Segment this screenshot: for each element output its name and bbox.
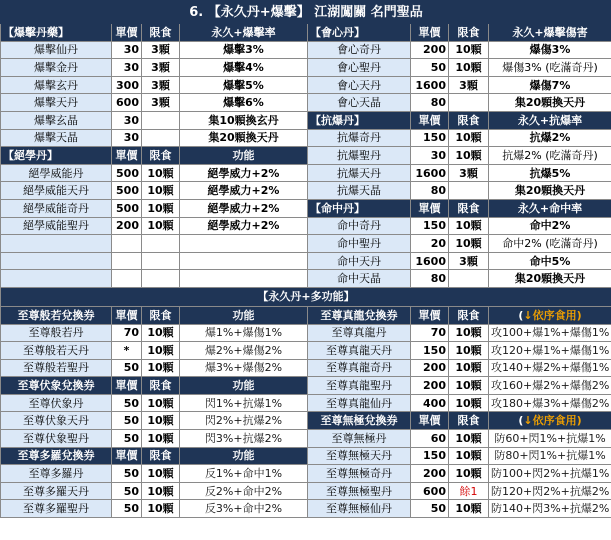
page-title: 6. 【永久丹+爆擊】 江湖闖關 名門聖品 <box>1 1 611 24</box>
table-row: 至尊般若兌換券 單價 限食 功能 至尊真龍兌換券 單價 限食 (↓依序食用) <box>1 306 611 324</box>
arrow-down-icon: ↓ <box>523 308 533 322</box>
table-row: 至尊般若聖丹 50 10顆 爆3%+爆傷2% 至尊真龍奇丹 200 10顆 攻140+爆2%+爆傷1% <box>1 359 611 377</box>
order-note: (↓依序食用) <box>489 306 611 324</box>
table-row: 至尊伏象兌換券 單價 限食 功能 至尊真龍聖丹 200 10顆 攻160+爆2%+爆傷2% <box>1 377 611 395</box>
table-row: 至尊多羅聖丹 50 10顆 反3%+命中2% 至尊無極仙丹 50 10顆 防140+閃3%+抗爆2% <box>1 500 611 518</box>
table-row: 絕學威能天丹 500 10顆 絕學威力+2% 抗爆天晶 80 集20顆換天丹 <box>1 182 611 200</box>
table-row: 至尊伏象聖丹 50 10顆 閃3%+抗爆2% 至尊無極丹 60 10顆 防60+閃1%+抗爆1% <box>1 430 611 448</box>
table-row: 爆擊天丹 600 3顆 爆擊6% 會心天晶 80 集20顆換天丹 <box>1 94 611 112</box>
table-row: 命中天丹 1600 3顆 命中5% <box>1 252 611 270</box>
table-row: 絕學威能聖丹 200 10顆 絕學威力+2% 命中奇丹 150 10顆 命中2% <box>1 217 611 235</box>
table-row: 至尊般若天丹 * 10顆 爆2%+爆傷2% 至尊真龍天丹 150 10顆 攻120+爆1%+爆傷1% <box>1 342 611 360</box>
table-row: 命中天晶 80 集20顆換天丹 <box>1 270 611 288</box>
table-row: 至尊般若丹 70 10顆 爆1%+爆傷1% 至尊真龍丹 70 10顆 攻100+爆1%+爆傷1% <box>1 324 611 342</box>
title-row <box>1 1 611 24</box>
section-title-row <box>1 287 611 306</box>
table-row: 至尊多羅丹 50 10顆 反1%+命中1% 至尊無極奇丹 200 10顆 防100+閃2%+抗爆1% <box>1 465 611 483</box>
table-row: 爆擊玄丹 300 3顆 爆擊5% 會心天丹 1600 3顆 爆傷7% <box>1 76 611 94</box>
arrow-down-icon: ↓ <box>523 414 533 428</box>
table-row: 爆擊天晶 30 集20顆換天丹 抗爆奇丹 150 10顆 抗爆2% <box>1 129 611 147</box>
table-row: 爆擊玄晶 30 集10顆換玄丹 【抗爆丹】 單價 限食 永久+抗爆率 <box>1 111 611 129</box>
table-row: 【爆擊丹藥】 單價 限食 永久+爆擊率 【會心丹】 單價 限食 永久+爆擊傷害 <box>1 24 611 42</box>
table-row: 至尊伏象丹 50 10顆 閃1%+抗爆1% 至尊真龍仙丹 400 10顆 攻180+爆3%+爆傷2% <box>1 394 611 412</box>
table-row: 絕學威能丹 500 10顆 絕學威力+2% 抗爆天丹 1600 3顆 抗爆5% <box>1 164 611 182</box>
section-title: 【永久丹+多功能】 <box>1 287 611 306</box>
table-row: 至尊伏象天丹 50 10顆 閃2%+抗爆2% 至尊無極兌換券 單價 限食 (↓依序食用) <box>1 412 611 430</box>
table-row: 至尊多羅天丹 50 10顆 反2%+命中2% 至尊無極聖丹 600 餘1 防120+閃2%+抗爆2% <box>1 482 611 500</box>
order-note: (↓依序食用) <box>489 412 611 430</box>
table-row: 【絕學丹】 單價 限食 功能 抗爆聖丹 30 10顆 抗爆2% (吃滿奇丹) <box>1 147 611 165</box>
table-row: 爆擊金丹 30 3顆 爆擊4% 會心聖丹 50 10顆 爆傷3% (吃滿奇丹) <box>1 59 611 77</box>
table-row: 絕學威能奇丹 500 10顆 絕學威力+2% 【命中丹】 單價 限食 永久+命中率 <box>1 199 611 217</box>
table-row: 爆擊仙丹 30 3顆 爆擊3% 會心奇丹 200 10顆 爆傷3% <box>1 41 611 59</box>
table-row: 命中聖丹 20 10顆 命中2% (吃滿奇丹) <box>1 235 611 253</box>
table-row: 至尊多羅兌換券 單價 限食 功能 至尊無極天丹 150 10顆 防80+閃1%+抗爆1% <box>1 447 611 465</box>
